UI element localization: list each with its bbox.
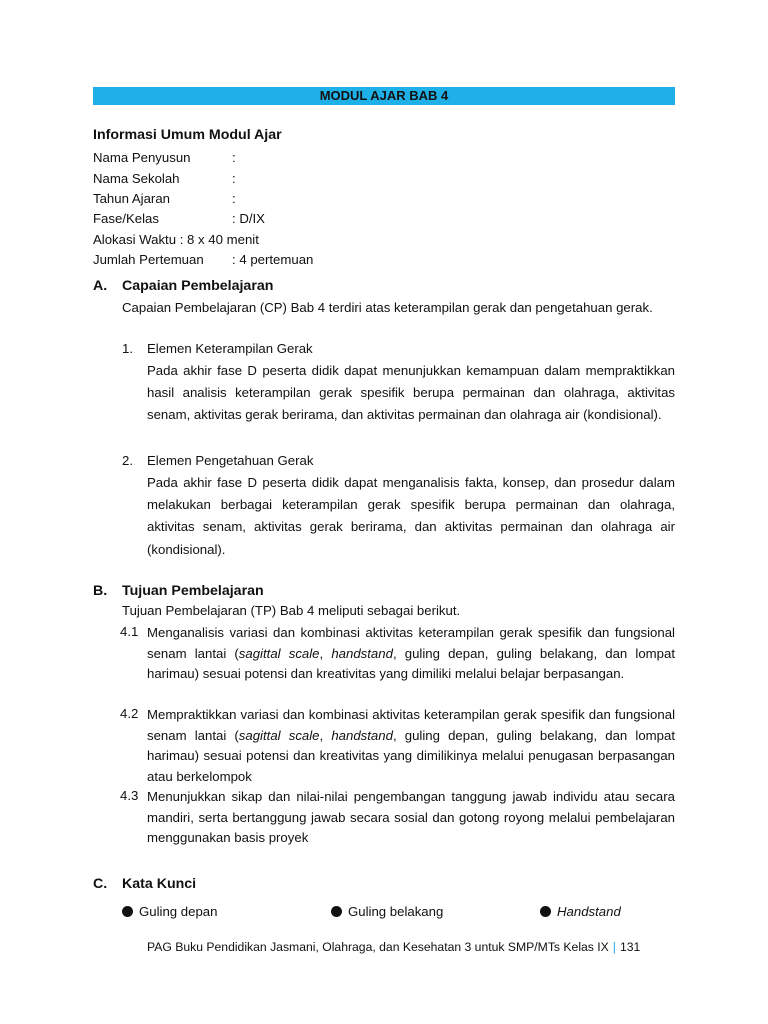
info-value: : 4 pertemuan bbox=[232, 252, 314, 267]
list-number: 4.1 bbox=[120, 624, 139, 639]
info-key: Jumlah Pertemuan bbox=[93, 252, 204, 267]
list-item-text: Menganalisis variasi dan kombinasi aktivitas keterampilan gerak spesifik dan fungsional senam lantai (sagittal scale, handstand, guling depan, guling belakang, dan lompat harimau) sesuai potensi dan kreativitas yang dimiliki melalui belajar berpasangan. bbox=[147, 625, 675, 681]
keyword-item: Guling depan bbox=[122, 904, 217, 919]
list-number: 2. bbox=[122, 453, 133, 468]
info-value: : bbox=[232, 191, 236, 206]
info-key: Fase/Kelas bbox=[93, 211, 159, 226]
list-item-text: Menunjukkan sikap dan nilai-nilai pengembangan tanggung jawab individu atau secara mandiri, serta bertanggung jawab secara sosial dan gotong royong melalui pembelajaran menggunakan basis proyek bbox=[147, 789, 675, 845]
info-key: Tahun Ajaran bbox=[93, 191, 170, 206]
keyword-item: Guling belakang bbox=[331, 904, 443, 919]
list-number: 1. bbox=[122, 341, 133, 356]
list-number: 4.2 bbox=[120, 706, 139, 721]
info-key: Nama Sekolah bbox=[93, 170, 180, 186]
info-value: : D/IX bbox=[232, 211, 265, 226]
info-value: : bbox=[232, 170, 236, 186]
bullet-icon bbox=[122, 906, 133, 917]
info-key: Nama Penyusun bbox=[93, 150, 191, 165]
section-title: Capaian Pembelajaran bbox=[122, 278, 274, 294]
list-item-title: Elemen Pengetahuan Gerak bbox=[147, 453, 314, 468]
list-item-text: Pada akhir fase D peserta didik dapat menganalisis fakta, konsep, dan prosedur dalam melakukan berbagai keterampilan gerak spesifik berupa permainan dan olahraga, aktivitas senam, aktivitas gerak berirama, dan aktivitas permainan dan olahraga air (kondisional). bbox=[147, 475, 675, 557]
keyword-item: Handstand bbox=[540, 904, 621, 919]
list-item-title: Elemen Keterampilan Gerak bbox=[147, 341, 313, 356]
module-banner: MODUL AJAR BAB 4 bbox=[93, 87, 675, 105]
bullet-icon bbox=[540, 906, 551, 917]
alokasi-text: Alokasi Waktu : 8 x 40 menit bbox=[93, 231, 259, 247]
footer-text: PAG Buku Pendidikan Jasmani, Olahraga, dan Kesehatan 3 untuk SMP/MTs Kelas IX bbox=[147, 940, 609, 954]
info-value: : bbox=[232, 150, 236, 165]
section-intro: Capaian Pembelajaran (CP) Bab 4 terdiri atas keterampilan gerak dan pengetahuan gerak. bbox=[122, 300, 653, 315]
list-item-text: Pada akhir fase D peserta didik dapat menunjukkan kemampuan dalam mempraktikkan hasil analisis keterampilan gerak spesifik berupa permainan dan olahraga, aktivitas senam, aktivitas gerak berirama, dan aktivitas permainan dan olahraga air (kondisional). bbox=[147, 363, 675, 423]
list-item-text: Mempraktikkan variasi dan kombinasi aktivitas keterampilan gerak spesifik dan fungsional senam lantai (sagittal scale, handstand, guling depan, guling belakang, dan lompat harimau) sesuai potensi dan kreativitas yang dimilikinya melalui penugasan berpasangan atau berkelompok bbox=[147, 707, 675, 784]
section-title: Tujuan Pembelajaran bbox=[122, 583, 264, 599]
section-letter: C. bbox=[93, 876, 108, 892]
info-heading: Informasi Umum Modul Ajar bbox=[93, 127, 282, 143]
section-letter: B. bbox=[93, 583, 108, 599]
footer-separator: | bbox=[612, 940, 616, 954]
page-footer bbox=[147, 940, 640, 954]
bullet-icon bbox=[331, 906, 342, 917]
section-letter: A. bbox=[93, 278, 108, 294]
list-number: 4.3 bbox=[120, 788, 139, 803]
page-number: 131 bbox=[619, 940, 641, 954]
section-intro: Tujuan Pembelajaran (TP) Bab 4 meliputi sebagai berikut. bbox=[122, 603, 461, 618]
section-title: Kata Kunci bbox=[122, 876, 197, 892]
